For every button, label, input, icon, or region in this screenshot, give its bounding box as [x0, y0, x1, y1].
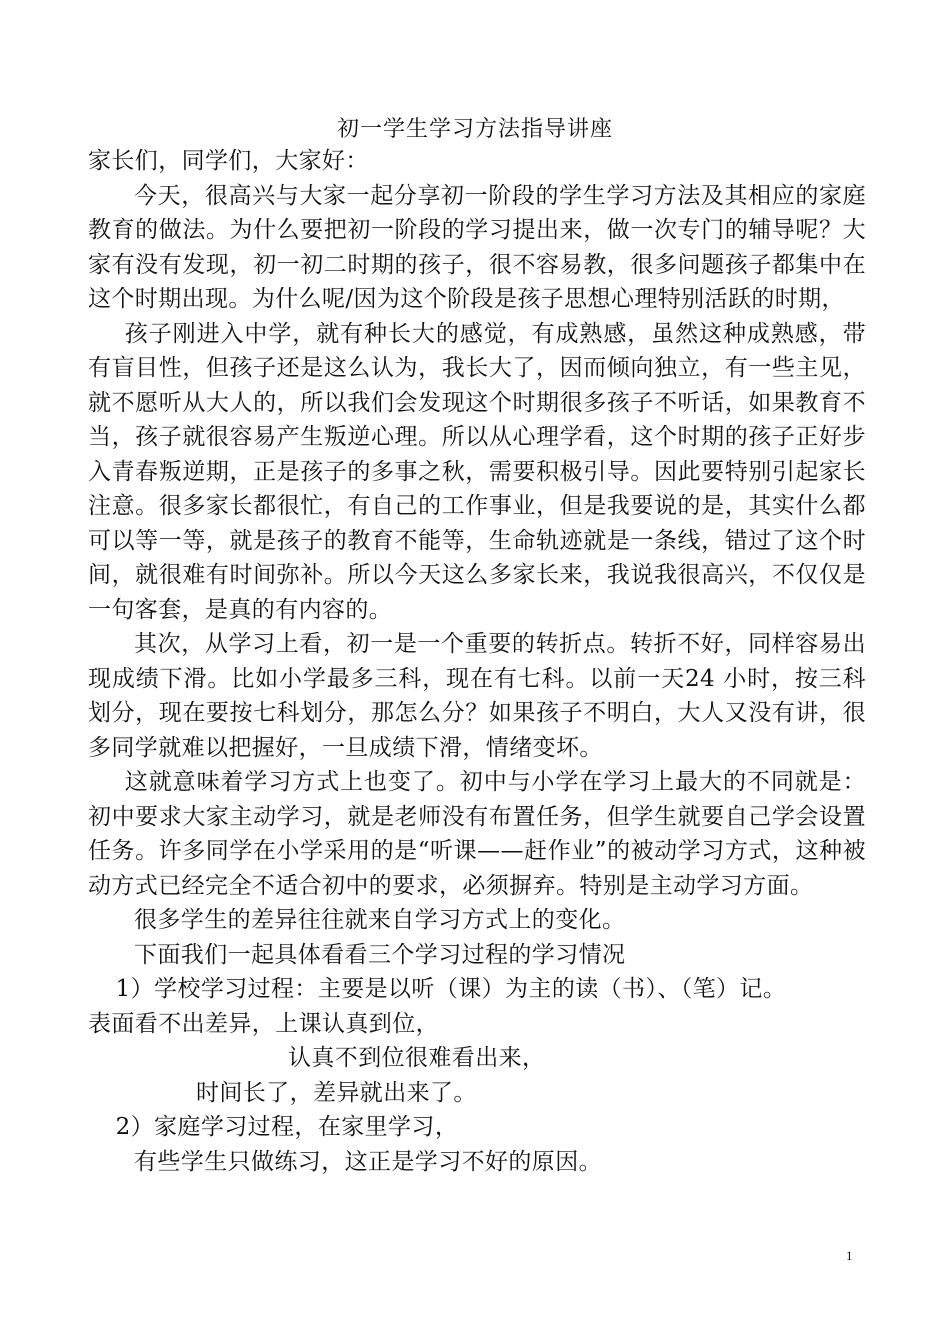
list-item-school-learning: 1）学校学习过程：主要是以听（课）为主的读（书）、（笔）记。 [115, 976, 787, 1002]
greeting-line: 家长们，同学们，大家好： [88, 148, 369, 174]
text-line-practice-only: 有些学生只做练习，这正是学习不好的原因。 [134, 1148, 602, 1175]
text-line-over-time: 时间长了，差异就出来了。 [196, 1079, 477, 1106]
paragraph-three-processes: 下面我们一起具体看看三个学习过程的学习情况 [134, 941, 626, 968]
paragraph-learning-style: 这就意味着学习方式上也变了。初中与小学在学习上最大的不同就是：初中要求大家主动学习，就是老师没有布置任务，但学生就要自己学会设置任务。许多同学在小学采用的是“听课——赶作业”的被动学习方式，这种被动方式已经完全不适合初中的要求，必须摒弃。特别是主动学习方面。 [88, 769, 866, 899]
paragraph-growing-up: 孩子刚进入中学，就有种长大的感觉，有成熟感，虽然这种成熟感，带有盲目性，但孩子还是这么认为，我长大了，因而倾向独立，有一些主见，就不愿听从大人的，所以我们会发现这个时期很多孩子不听话，如果教育不当，孩子就很容易产生叛逆心理。所以从心理学看，这个时期的孩子正好步入青春叛逆期，正是孩子的多事之秋，需要积极引导。因此要特别引起家长注意。很多家长都很忙，有自己的工作事业，但是我要说的是，其实什么都可以等一等，就是孩子的教育不能等，生命轨迹就是一条线，错过了这个时间，就很难有时间弥补。所以今天这么多家长来，我说我很高兴，不仅仅是一句客套，是真的有内容的。 [88, 320, 866, 623]
page-number: 1 [846, 1248, 853, 1263]
paragraph-intro: 今天，很高兴与大家一起分享初一阶段的学生学习方法及其相应的家庭教育的做法。为什么要把初一阶段的学习提出来，做一次专门的辅导呢？大家有没有发现，初一初二时期的孩子，很不容易教，很多问题孩子都集中在这个时期出现。为什么呢/因为这个阶段是孩子思想心理特别活跃的时期， [88, 182, 866, 312]
document-body [88, 144, 866, 1179]
text-line-surface: 表面看不出差异，上课认真到位， [88, 1010, 439, 1037]
text-line-hard-to-see: 认真不到位很难看出来， [288, 1045, 546, 1071]
paragraph-turning-point: 其次，从学习上看，初一是一个重要的转折点。转折不好，同样容易出现成绩下滑。比如小学最多三科，现在有七科。以前一天24 小时，按三科划分，现在要按七科划分，那怎么分？如果孩子不明白，大人又没有讲，很多同学就难以把握好，一旦成绩下滑，情绪变坏。 [88, 631, 866, 761]
list-item-home-learning: 2）家庭学习过程，在家里学习， [115, 1114, 459, 1140]
paragraph-differences: 很多学生的差异往往就来自学习方式上的变化。 [134, 907, 626, 933]
document-title: 初一学生学习方法指导讲座 [336, 117, 613, 142]
